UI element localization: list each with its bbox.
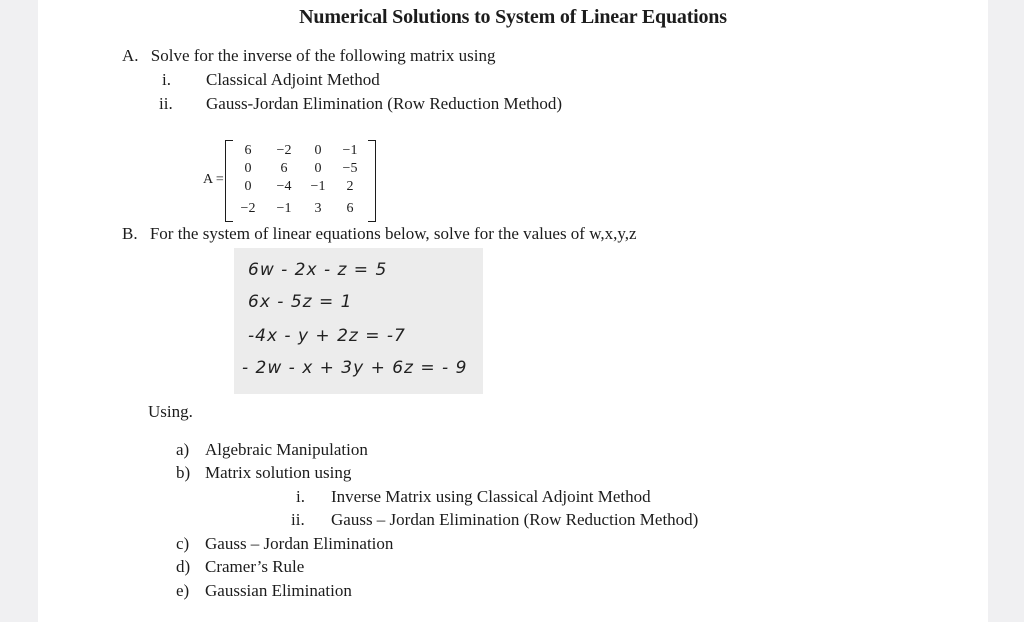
method-text: Matrix solution using bbox=[205, 463, 352, 482]
method-num: d) bbox=[176, 557, 191, 576]
method-num: b) bbox=[176, 463, 191, 482]
matrix-right-bracket bbox=[368, 140, 376, 222]
matrix-cell: −1 bbox=[342, 143, 358, 158]
matrix-cell: 6 bbox=[244, 143, 252, 158]
part-a-item-text: Classical Adjoint Method bbox=[206, 70, 380, 89]
sub-method-text: Inverse Matrix using Classical Adjoint Method bbox=[331, 487, 651, 506]
part-b-heading bbox=[122, 224, 637, 244]
matrix-cell: 6 bbox=[346, 201, 354, 216]
method-text: Gauss – Jordan Elimination bbox=[205, 534, 394, 553]
part-a-item-text: Gauss-Jordan Elimination (Row Reduction Method) bbox=[206, 94, 563, 113]
matrix-cell: 6 bbox=[280, 161, 288, 176]
matrix-cell: −1 bbox=[276, 201, 292, 216]
handwritten-equation: 6x - 5z = 1 bbox=[248, 292, 353, 312]
matrix-cell: 0 bbox=[314, 161, 322, 176]
handwritten-equation: 6w - 2x - z = 5 bbox=[248, 260, 388, 280]
matrix-cell: 0 bbox=[244, 161, 252, 176]
part-a-label: A. bbox=[122, 46, 139, 65]
method-text: Cramer’s Rule bbox=[205, 557, 305, 576]
part-a-item-num: i. bbox=[162, 70, 171, 89]
matrix-cell: 3 bbox=[314, 201, 322, 216]
matrix-cell: 0 bbox=[314, 143, 322, 158]
method-num: e) bbox=[176, 581, 190, 600]
matrix-cell: −2 bbox=[240, 201, 256, 216]
matrix-cell: 2 bbox=[346, 179, 354, 194]
method-num: c) bbox=[176, 534, 190, 553]
handwritten-equation: - 2w - x + 3y + 6z = - 9 bbox=[242, 358, 468, 378]
using-label: Using. bbox=[148, 402, 193, 421]
part-b-label: B. bbox=[122, 224, 138, 243]
method-num: a) bbox=[176, 440, 190, 459]
sub-method-num: i. bbox=[296, 487, 305, 506]
page-title: Numerical Solutions to System of Linear Equations bbox=[299, 6, 727, 28]
document-page bbox=[38, 0, 988, 622]
part-a-item-num: ii. bbox=[159, 94, 173, 113]
matrix-cell: −4 bbox=[276, 179, 292, 194]
method-text: Algebraic Manipulation bbox=[205, 440, 368, 459]
handwritten-equations-photo bbox=[234, 248, 483, 394]
matrix-cell: −5 bbox=[342, 161, 358, 176]
matrix-cell: 0 bbox=[244, 179, 252, 194]
matrix-cell: −1 bbox=[310, 179, 326, 194]
handwritten-equation: -4x - y + 2z = -7 bbox=[248, 326, 406, 346]
part-a-text: Solve for the inverse of the following matrix using bbox=[150, 46, 496, 65]
sub-method-text: Gauss – Jordan Elimination (Row Reduction Method) bbox=[331, 510, 699, 529]
matrix-cell: −2 bbox=[276, 143, 292, 158]
part-b-text: For the system of linear equations below, solve for the values of w,x,y,z bbox=[149, 224, 637, 243]
method-text: Gaussian Elimination bbox=[205, 581, 352, 600]
matrix-label: A = bbox=[203, 172, 224, 187]
part-a-heading bbox=[122, 46, 495, 66]
sub-method-num: ii. bbox=[291, 510, 305, 529]
